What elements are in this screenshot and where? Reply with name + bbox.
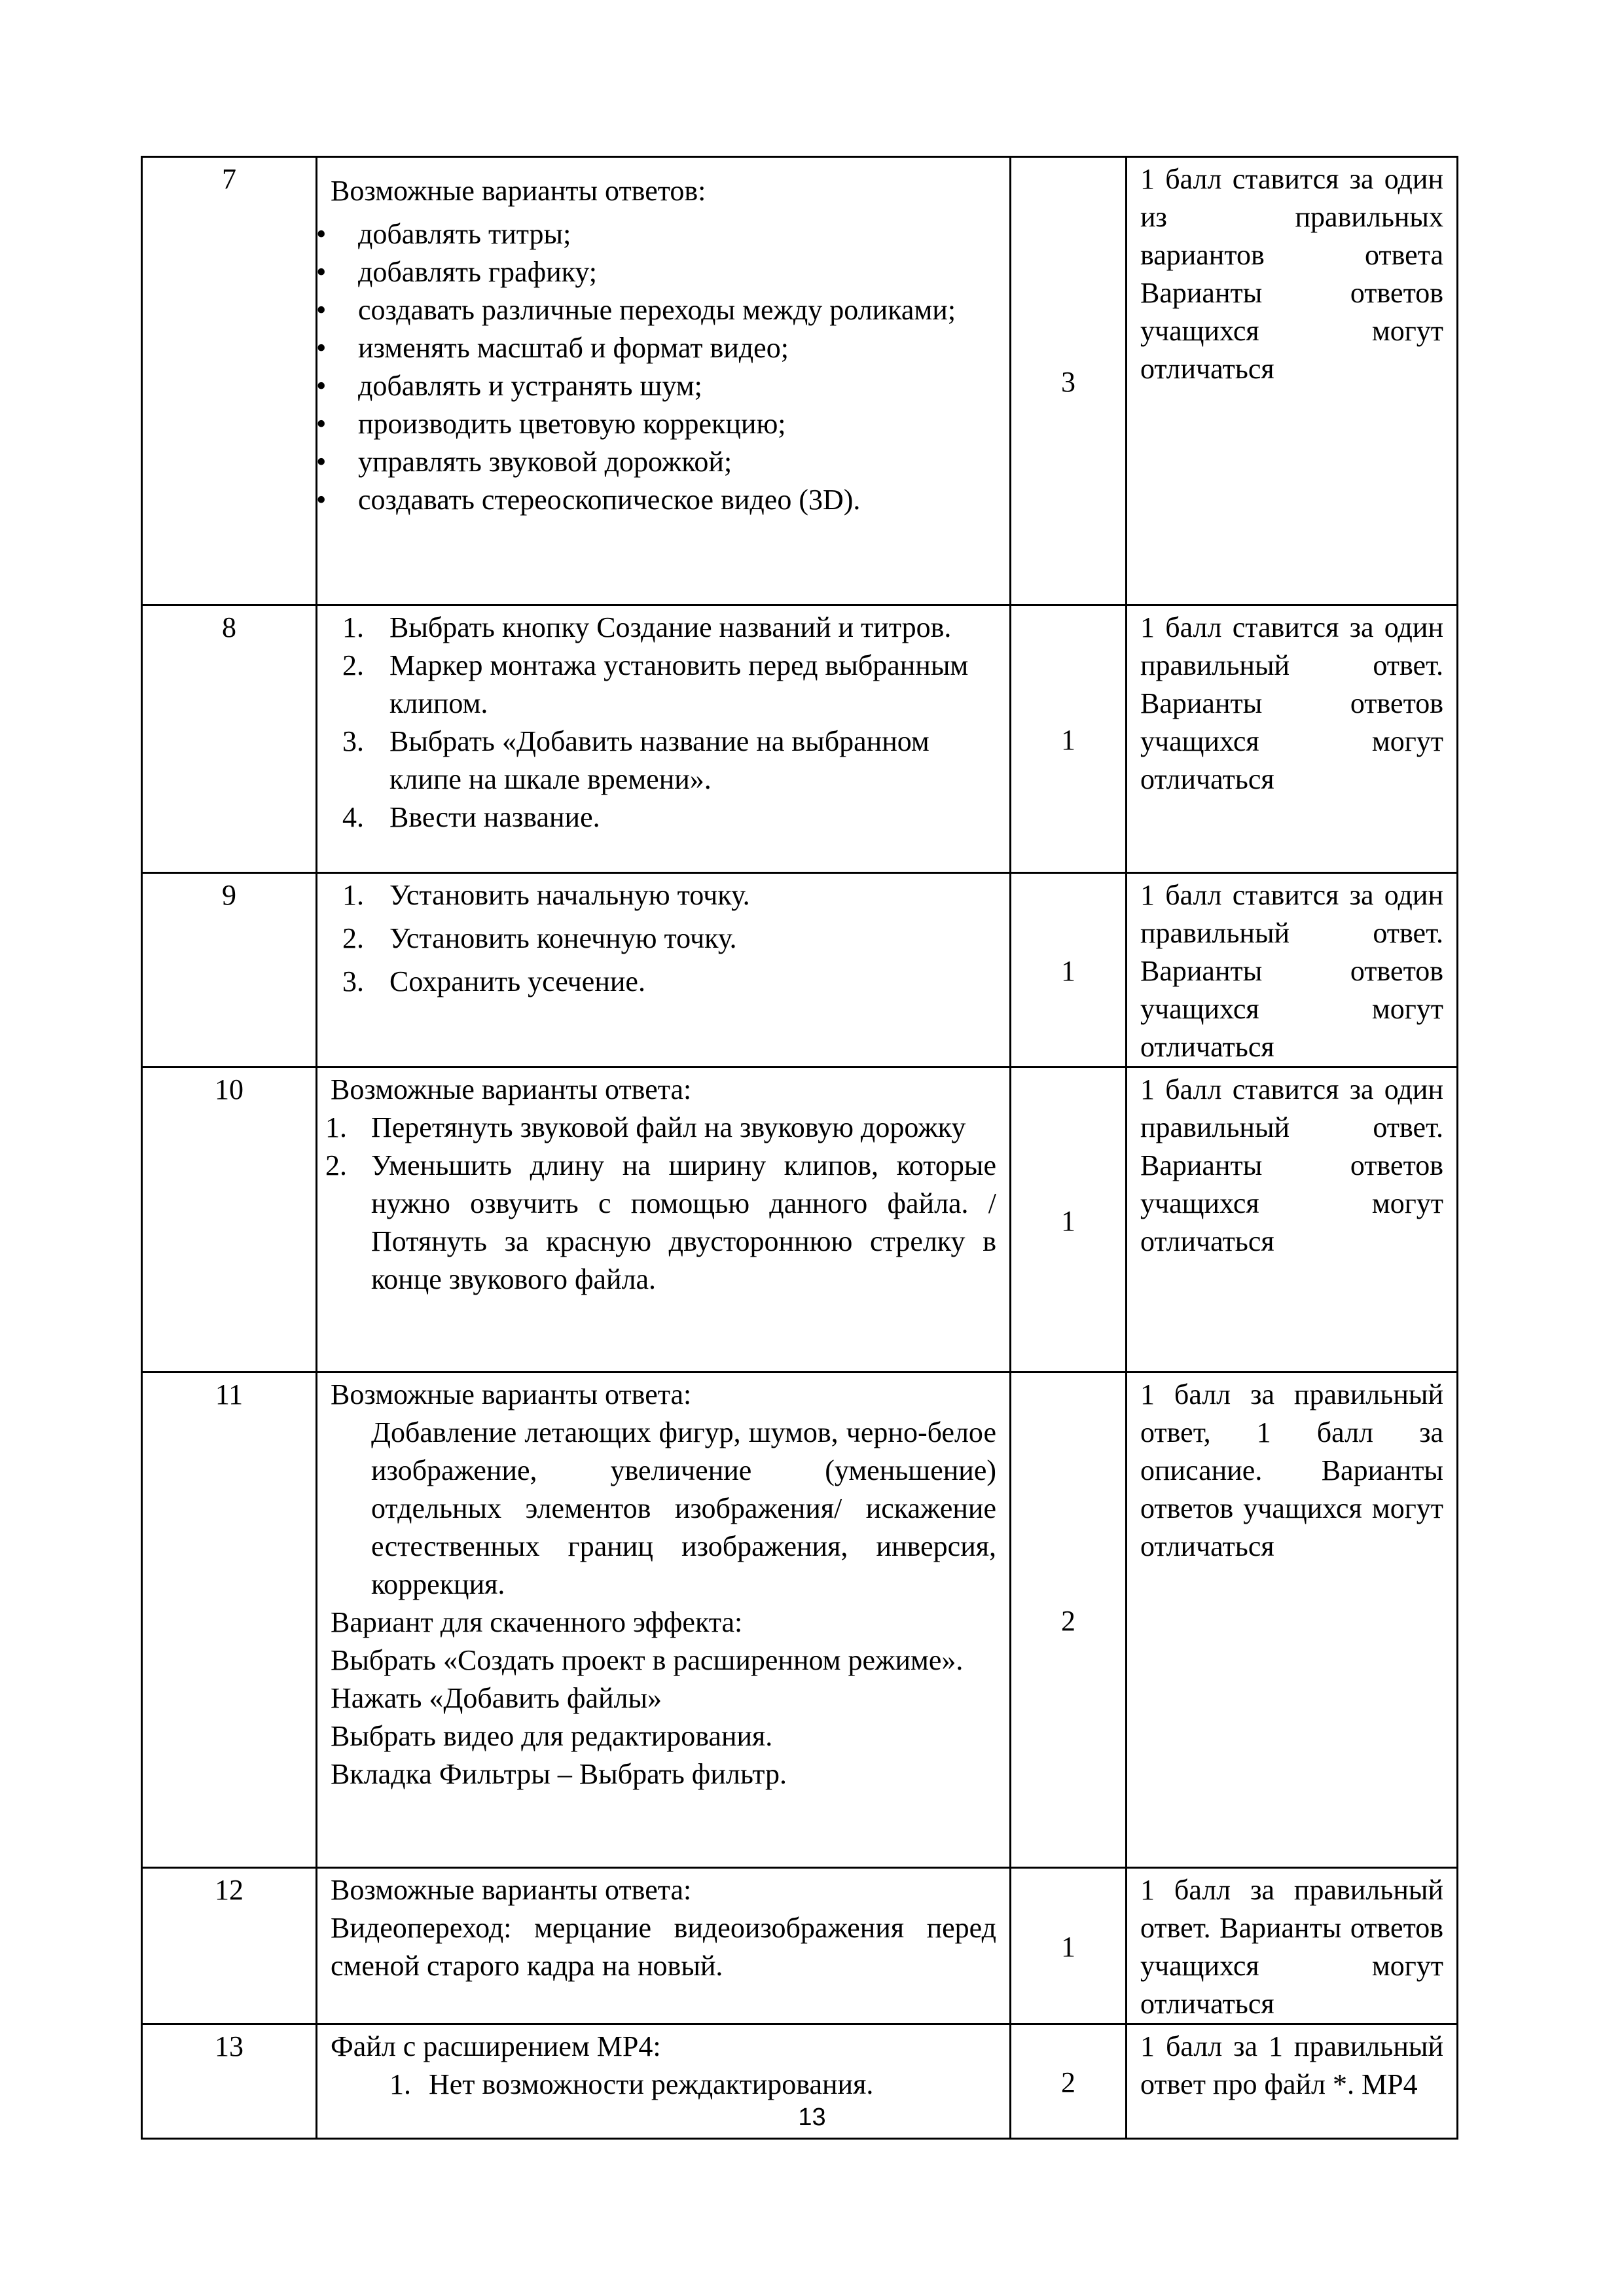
answer-cell [317,157,1011,605]
step-number: 3. [342,965,364,997]
step-number: 4. [342,801,364,833]
answer-title: Возможные варианты ответа: [331,1073,692,1105]
answer-line: Вкладка Фильтры – Выбрать фильтр. [331,1758,787,1790]
answer-steps [331,609,996,836]
list-item: • добавлять титры; [317,215,996,253]
step-number: 2. [342,922,364,954]
page-number: 13 [798,2104,826,2131]
question-number: 13 [142,2024,317,2139]
table-row [142,605,1458,873]
list-item [331,798,996,836]
list-item [331,963,996,1001]
step-number: 2. [342,649,364,681]
points-value: 3 [1011,157,1127,605]
step-text: Нет возможности реждактирования. [429,2068,874,2100]
step-text: Выбрать «Добавить название на выбранном клипе на шкале времени». [389,725,929,795]
step-text: Установить конечную точку. [389,922,737,954]
question-number: 7 [142,157,317,605]
step-text: Маркер монтажа установить перед выбранным клипом. [389,649,969,719]
answers-table [141,156,1458,2140]
table-row [142,1372,1458,1868]
criteria-text: 1 балл ставится за один правильный ответ. Варианты ответов учащихся могут отличаться [1127,1067,1458,1372]
list-item [331,647,996,723]
list-item [325,1109,996,1147]
criteria-text: 1 балл ставится за один правильный ответ. Варианты ответов учащихся могут отличаться [1127,605,1458,873]
answer-title: Возможные варианты ответов: [331,175,706,207]
points-value: 1 [1011,605,1127,873]
answer-cell [317,1868,1011,2024]
list-item [331,723,996,798]
list-item: • создавать стереоскопическое видео (3D). [317,481,996,519]
question-number: 9 [142,873,317,1067]
points-value: 1 [1011,1868,1127,2024]
step-number: 3. [342,725,364,757]
points-value: 1 [1011,1067,1127,1372]
answer-cell [317,1067,1011,1372]
step-text: Сохранить усечение. [389,965,645,997]
criteria-text: 1 балл за 1 правильный ответ про файл *. MP4 [1127,2024,1458,2139]
step-number: 1. [325,1111,347,1143]
answer-steps [331,876,996,1001]
list-item: • управлять звуковой дорожкой; [317,443,996,481]
step-text: Установить начальную точку. [389,879,750,911]
list-item: • изменять масштаб и формат видео; [317,329,996,367]
list-item [331,920,996,958]
step-text: Выбрать кнопку Создание названий и титров. [389,611,952,643]
step-number: 2. [325,1149,347,1181]
step-text: Уменьшить длину на ширину клипов, которые нужно озвучить с помощью данного файла. /Потянуть за красную двустороннюю стрелку в конце звукового файла. [371,1149,996,1295]
criteria-text: 1 балл ставится за один правильный ответ. Варианты ответов учащихся могут отличаться [1127,873,1458,1067]
answer-title: Возможные варианты ответа: [331,1874,692,1906]
points-value: 1 [1011,873,1127,1067]
answer-cell [317,605,1011,873]
answer-title: Возможные варианты ответа: [331,1378,692,1410]
list-item [331,2066,996,2104]
criteria-text: 1 балл за правильный ответ, 1 балл за описание. Варианты ответов учащихся могут отличаться [1127,1372,1458,1868]
list-item [325,1147,996,1299]
answer-cell [317,1372,1011,1868]
answer-steps [325,1109,996,1299]
question-number: 8 [142,605,317,873]
step-text: Перетянуть звуковой файл на звуковую дорожку [371,1111,966,1143]
table-row [142,1868,1458,2024]
answer-description: Добавление летающих фигур, шумов, черно-белое изображение, увеличение (уменьшение) отдельных элементов изображения/ искажение естественных границ изображения, инверсия, коррекция. [371,1416,996,1600]
answer-line: Выбрать «Создать проект в расширенном режиме». [331,1644,964,1676]
answer-line: Нажать «Добавить файлы» [331,1682,662,1714]
table-row [142,873,1458,1067]
table-row [142,157,1458,605]
list-item [331,609,996,647]
answer-cell [317,873,1011,1067]
points-value: 2 [1011,1372,1127,1868]
question-number: 10 [142,1067,317,1372]
list-item: • производить цветовую коррекцию; [317,405,996,443]
list-item [331,876,996,914]
answer-bullets [317,215,996,519]
question-number: 12 [142,1868,317,2024]
list-item: • добавлять и устранять шум; [317,367,996,405]
list-item: • создавать различные переходы между роликами; [317,291,996,329]
criteria-text: 1 балл ставится за один из правильных вариантов ответа Варианты ответов учащихся могут отличаться [1127,157,1458,605]
answer-line: Выбрать видео для редактирования. [331,1720,773,1752]
answer-line: Вариант для скаченного эффекта: [331,1606,743,1638]
step-text: Ввести название. [389,801,600,833]
list-item: • добавлять графику; [317,253,996,291]
criteria-text: 1 балл за правильный ответ. Варианты ответов учащихся могут отличаться [1127,1868,1458,2024]
answer-title: Файл с расширением MP4: [331,2030,661,2062]
question-number: 11 [142,1372,317,1868]
points-value: 2 [1011,2024,1127,2139]
step-number: 1. [342,611,364,643]
answer-text: Видеопереход: мерцание видеоизображения перед сменой старого кадра на новый. [331,1912,996,1982]
step-number: 1. [389,2068,411,2100]
table-row [142,1067,1458,1372]
step-number: 1. [342,879,364,911]
